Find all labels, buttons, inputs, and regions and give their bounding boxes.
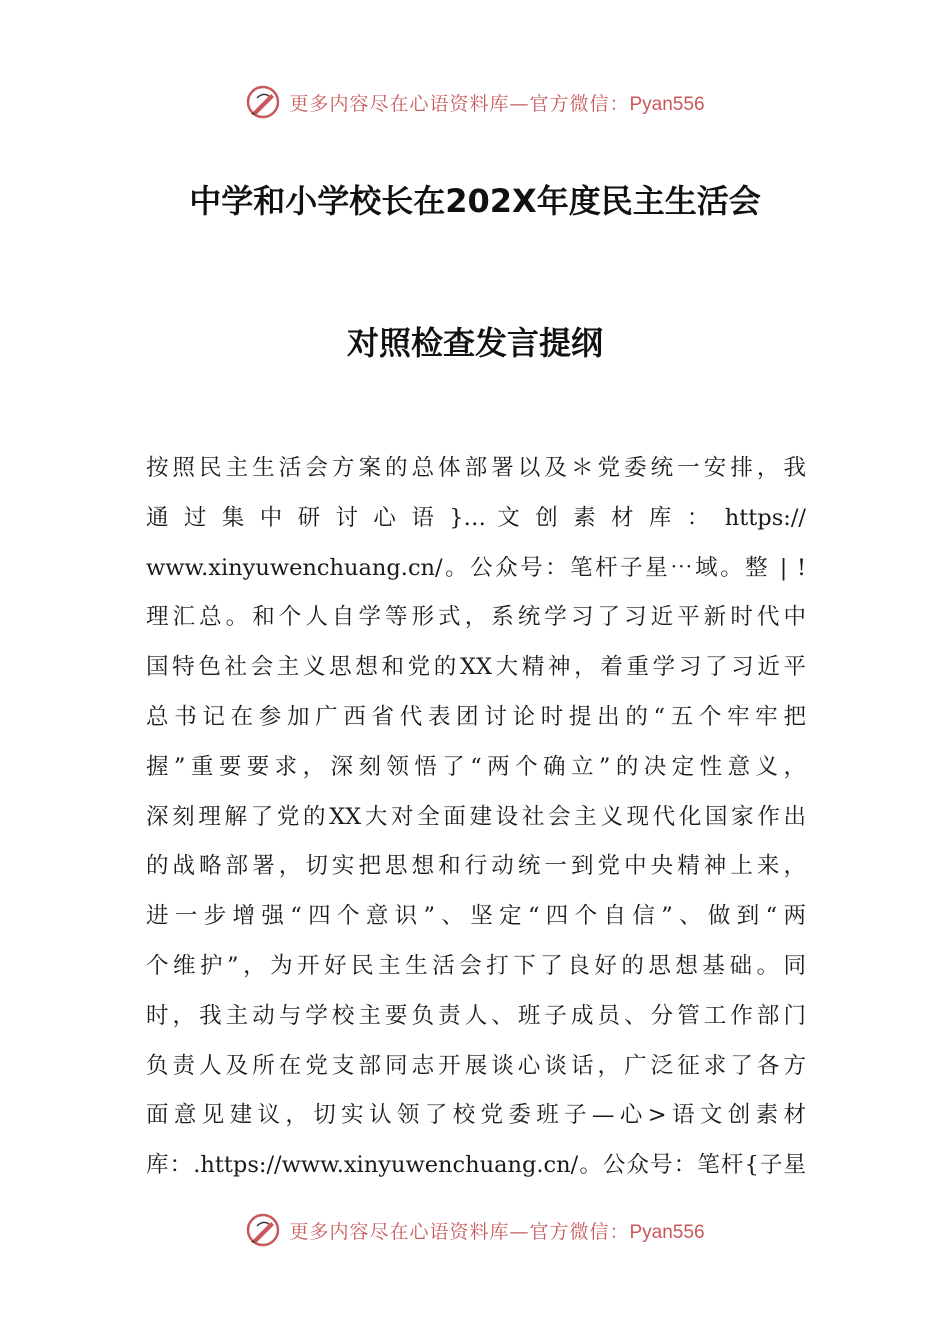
body-line: 面意见建议，切实认领了校党委班子—心>语文创素材 [146,1102,806,1129]
body-line: 理汇总。和个人自学等形式，系统学习了习近平新时代中 [146,604,806,631]
body-line: 按照民主生活会方案的总体部署以及＊党委统一安排，我 [146,455,806,481]
page-title-line1: 中学和小学校长在202X年度民主生活会 [189,182,761,220]
body-line: 进一步增强“四个意识”、坚定“四个自信”、做到“两 [146,903,806,930]
pen-logo-icon [245,84,281,120]
watermark-banner-bottom [0,1208,950,1252]
pen-logo-icon [245,1212,281,1248]
body-line: 国特色社会主义思想和党的XX大精神，着重学习了习近平 [146,654,806,681]
body-line: 的战略部署，切实把思想和行动统一到党中央精神上来， [146,853,806,880]
body-line: 时，我主动与学校主要负责人、班子成员、分管工作部门 [146,1002,806,1029]
body-line: 库：.https://www.xinyuwenchuang.cn/。公众号：笔杆{子星 [146,1152,806,1179]
watermark-text-bottom: 更多内容尽在心语资料库—官方微信：Pyan556 [289,1220,705,1243]
body-line: 深刻理解了党的XX大对全面建设社会主义现代化国家作出 [146,803,806,830]
body-line: www.xinyuwenchuang.cn/。公众号：笔杆子星⋯域。整 | ! [146,554,806,581]
body-paragraph [146,448,806,1195]
watermark-banner-top [0,80,950,124]
page-title-line2: 对照检查发言提纲 [346,324,603,362]
watermark-text-top: 更多内容尽在心语资料库—官方微信：Pyan556 [289,92,705,115]
body-line: 个维护”，为开好民主生活会打下了良好的思想基础。同 [146,952,806,979]
body-line: 总书记在参加广西省代表团讨论时提出的“五个牢牢把 [146,703,806,730]
body-line: 握”重要要求，深刻领悟了“两个确立”的决定性意义， [146,753,806,780]
body-line: 负责人及所在党支部同志开展谈心谈话，广泛征求了各方 [146,1052,806,1079]
body-line: 通 过 集 中 研 讨 心 语 }… 文 创 素 材 库 ： https:// [146,504,806,531]
